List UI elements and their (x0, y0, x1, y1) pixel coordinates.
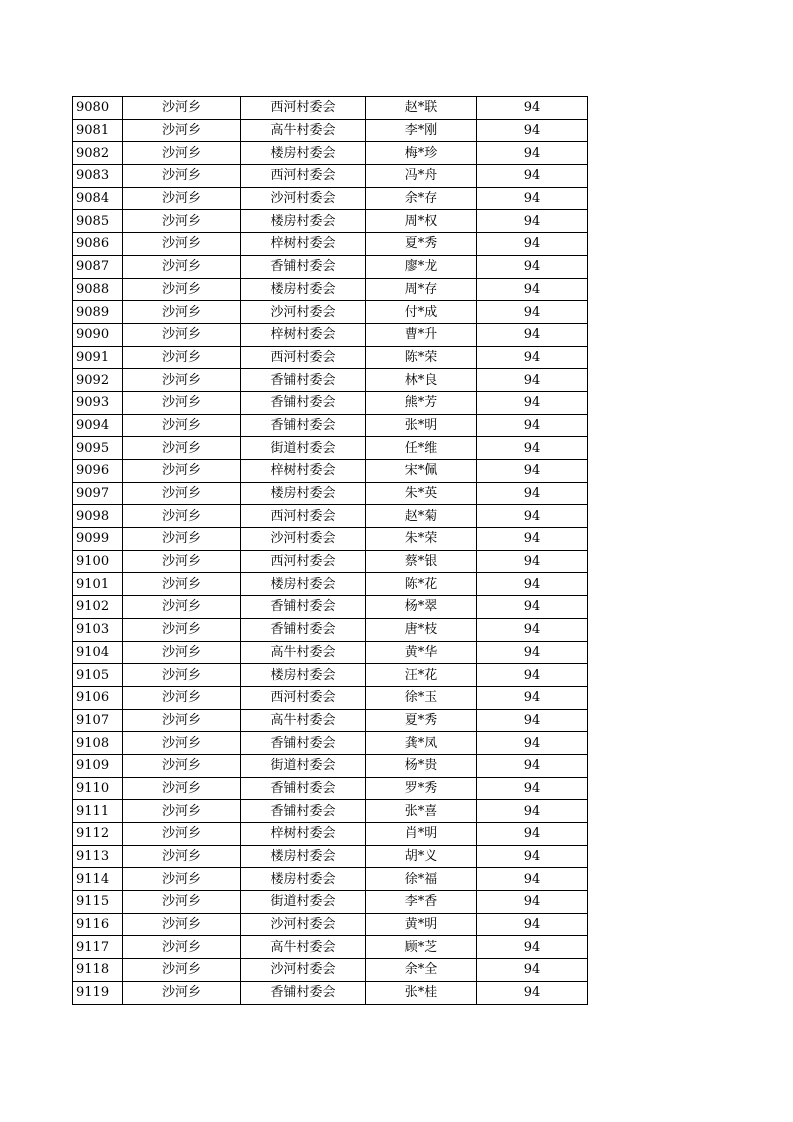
row-number-cell: 9105 (73, 664, 123, 687)
table-row (73, 233, 588, 256)
table-row (73, 460, 588, 483)
row-number-cell: 9116 (73, 913, 123, 936)
row-number-cell: 9087 (73, 255, 123, 278)
person-name-cell: 罗*秀 (366, 777, 477, 800)
table-row (73, 165, 588, 188)
row-number-cell: 9080 (73, 97, 123, 120)
score-cell: 94 (477, 210, 588, 233)
score-cell: 94 (477, 936, 588, 959)
person-name-cell: 夏*秀 (366, 233, 477, 256)
row-number-cell: 9119 (73, 981, 123, 1004)
table-row (73, 618, 588, 641)
person-name-cell: 徐*福 (366, 868, 477, 891)
village-committee-cell: 沙河村委会 (241, 301, 366, 324)
township-cell: 沙河乡 (123, 868, 241, 891)
score-cell: 94 (477, 301, 588, 324)
row-number-cell: 9097 (73, 482, 123, 505)
village-committee-cell: 香铺村委会 (241, 596, 366, 619)
score-cell: 94 (477, 119, 588, 142)
village-committee-cell: 西河村委会 (241, 97, 366, 120)
score-cell: 94 (477, 959, 588, 982)
person-name-cell: 梅*珍 (366, 142, 477, 165)
township-cell: 沙河乡 (123, 641, 241, 664)
person-name-cell: 林*良 (366, 369, 477, 392)
row-number-cell: 9111 (73, 800, 123, 823)
person-name-cell: 蔡*银 (366, 550, 477, 573)
village-committee-cell: 梓树村委会 (241, 823, 366, 846)
person-name-cell: 黄*明 (366, 913, 477, 936)
table-row (73, 777, 588, 800)
table-row (73, 686, 588, 709)
table-row (73, 936, 588, 959)
village-committee-cell: 西河村委会 (241, 686, 366, 709)
township-cell: 沙河乡 (123, 845, 241, 868)
score-cell: 94 (477, 845, 588, 868)
table-row (73, 391, 588, 414)
row-number-cell: 9117 (73, 936, 123, 959)
village-committee-cell: 高牛村委会 (241, 709, 366, 732)
person-name-cell: 廖*龙 (366, 255, 477, 278)
row-number-cell: 9092 (73, 369, 123, 392)
score-cell: 94 (477, 278, 588, 301)
township-cell: 沙河乡 (123, 255, 241, 278)
village-committee-cell: 香铺村委会 (241, 391, 366, 414)
score-cell: 94 (477, 437, 588, 460)
person-name-cell: 周*存 (366, 278, 477, 301)
township-cell: 沙河乡 (123, 278, 241, 301)
village-committee-cell: 西河村委会 (241, 165, 366, 188)
village-committee-cell: 梓树村委会 (241, 233, 366, 256)
township-cell: 沙河乡 (123, 369, 241, 392)
village-committee-cell: 沙河村委会 (241, 959, 366, 982)
village-committee-cell: 楼房村委会 (241, 142, 366, 165)
row-number-cell: 9110 (73, 777, 123, 800)
village-committee-cell: 楼房村委会 (241, 573, 366, 596)
township-cell: 沙河乡 (123, 936, 241, 959)
person-name-cell: 赵*联 (366, 97, 477, 120)
township-cell: 沙河乡 (123, 823, 241, 846)
township-cell: 沙河乡 (123, 596, 241, 619)
score-cell: 94 (477, 981, 588, 1004)
village-committee-cell: 梓树村委会 (241, 323, 366, 346)
row-number-cell: 9107 (73, 709, 123, 732)
score-cell: 94 (477, 369, 588, 392)
row-number-cell: 9104 (73, 641, 123, 664)
village-committee-cell: 楼房村委会 (241, 482, 366, 505)
village-committee-cell: 香铺村委会 (241, 777, 366, 800)
row-number-cell: 9095 (73, 437, 123, 460)
village-committee-cell: 沙河村委会 (241, 528, 366, 551)
village-committee-cell: 香铺村委会 (241, 981, 366, 1004)
village-committee-cell: 香铺村委会 (241, 414, 366, 437)
score-cell: 94 (477, 868, 588, 891)
village-committee-cell: 香铺村委会 (241, 732, 366, 755)
table-row (73, 664, 588, 687)
person-name-cell: 宋*佩 (366, 460, 477, 483)
village-committee-cell: 沙河村委会 (241, 187, 366, 210)
row-number-cell: 9114 (73, 868, 123, 891)
table-row (73, 255, 588, 278)
row-number-cell: 9098 (73, 505, 123, 528)
township-cell: 沙河乡 (123, 414, 241, 437)
table-row (73, 550, 588, 573)
score-cell: 94 (477, 460, 588, 483)
row-number-cell: 9096 (73, 460, 123, 483)
score-cell: 94 (477, 505, 588, 528)
township-cell: 沙河乡 (123, 777, 241, 800)
table-row (73, 845, 588, 868)
township-cell: 沙河乡 (123, 686, 241, 709)
township-cell: 沙河乡 (123, 301, 241, 324)
person-name-cell: 余*全 (366, 959, 477, 982)
village-committee-cell: 高牛村委会 (241, 641, 366, 664)
table-row (73, 505, 588, 528)
village-committee-cell: 高牛村委会 (241, 936, 366, 959)
township-cell: 沙河乡 (123, 210, 241, 233)
person-name-cell: 冯*舟 (366, 165, 477, 188)
score-cell: 94 (477, 323, 588, 346)
table-row (73, 301, 588, 324)
table-row (73, 369, 588, 392)
township-cell: 沙河乡 (123, 732, 241, 755)
score-cell: 94 (477, 777, 588, 800)
row-number-cell: 9103 (73, 618, 123, 641)
row-number-cell: 9108 (73, 732, 123, 755)
township-cell: 沙河乡 (123, 913, 241, 936)
person-name-cell: 唐*枝 (366, 618, 477, 641)
township-cell: 沙河乡 (123, 482, 241, 505)
table-row (73, 482, 588, 505)
table-row (73, 959, 588, 982)
person-name-cell: 徐*玉 (366, 686, 477, 709)
row-number-cell: 9085 (73, 210, 123, 233)
township-cell: 沙河乡 (123, 346, 241, 369)
person-name-cell: 李*香 (366, 891, 477, 914)
person-name-cell: 付*成 (366, 301, 477, 324)
village-committee-cell: 楼房村委会 (241, 664, 366, 687)
village-committee-cell: 香铺村委会 (241, 369, 366, 392)
table-row (73, 573, 588, 596)
village-committee-cell: 香铺村委会 (241, 800, 366, 823)
table-row (73, 709, 588, 732)
person-name-cell: 朱*英 (366, 482, 477, 505)
table-row (73, 97, 588, 120)
score-cell: 94 (477, 255, 588, 278)
village-committee-cell: 街道村委会 (241, 437, 366, 460)
township-cell: 沙河乡 (123, 754, 241, 777)
village-committee-cell: 高牛村委会 (241, 119, 366, 142)
score-cell: 94 (477, 482, 588, 505)
village-committee-cell: 楼房村委会 (241, 210, 366, 233)
row-number-cell: 9089 (73, 301, 123, 324)
data-table (72, 96, 588, 1005)
village-committee-cell: 西河村委会 (241, 505, 366, 528)
score-cell: 94 (477, 596, 588, 619)
score-cell: 94 (477, 97, 588, 120)
person-name-cell: 肖*明 (366, 823, 477, 846)
township-cell: 沙河乡 (123, 618, 241, 641)
row-number-cell: 9109 (73, 754, 123, 777)
row-number-cell: 9093 (73, 391, 123, 414)
township-cell: 沙河乡 (123, 391, 241, 414)
row-number-cell: 9113 (73, 845, 123, 868)
township-cell: 沙河乡 (123, 437, 241, 460)
person-name-cell: 任*维 (366, 437, 477, 460)
row-number-cell: 9101 (73, 573, 123, 596)
person-name-cell: 杨*翠 (366, 596, 477, 619)
score-cell: 94 (477, 573, 588, 596)
table-row (73, 414, 588, 437)
row-number-cell: 9091 (73, 346, 123, 369)
village-committee-cell: 街道村委会 (241, 754, 366, 777)
score-cell: 94 (477, 754, 588, 777)
table-row (73, 528, 588, 551)
row-number-cell: 9084 (73, 187, 123, 210)
township-cell: 沙河乡 (123, 97, 241, 120)
score-cell: 94 (477, 641, 588, 664)
township-cell: 沙河乡 (123, 119, 241, 142)
person-name-cell: 张*明 (366, 414, 477, 437)
table-row (73, 913, 588, 936)
person-name-cell: 曹*升 (366, 323, 477, 346)
table-row (73, 754, 588, 777)
village-committee-cell: 香铺村委会 (241, 618, 366, 641)
score-cell: 94 (477, 165, 588, 188)
township-cell: 沙河乡 (123, 709, 241, 732)
township-cell: 沙河乡 (123, 573, 241, 596)
row-number-cell: 9112 (73, 823, 123, 846)
row-number-cell: 9094 (73, 414, 123, 437)
person-name-cell: 陈*荣 (366, 346, 477, 369)
person-name-cell: 李*刚 (366, 119, 477, 142)
score-cell: 94 (477, 618, 588, 641)
person-name-cell: 余*存 (366, 187, 477, 210)
table-row (73, 142, 588, 165)
score-cell: 94 (477, 664, 588, 687)
township-cell: 沙河乡 (123, 959, 241, 982)
person-name-cell: 赵*菊 (366, 505, 477, 528)
score-cell: 94 (477, 233, 588, 256)
score-cell: 94 (477, 550, 588, 573)
table-row (73, 823, 588, 846)
township-cell: 沙河乡 (123, 142, 241, 165)
township-cell: 沙河乡 (123, 460, 241, 483)
township-cell: 沙河乡 (123, 528, 241, 551)
row-number-cell: 9102 (73, 596, 123, 619)
person-name-cell: 龚*凤 (366, 732, 477, 755)
village-committee-cell: 楼房村委会 (241, 845, 366, 868)
score-cell: 94 (477, 528, 588, 551)
township-cell: 沙河乡 (123, 323, 241, 346)
row-number-cell: 9115 (73, 891, 123, 914)
village-committee-cell: 街道村委会 (241, 891, 366, 914)
row-number-cell: 9082 (73, 142, 123, 165)
person-name-cell: 夏*秀 (366, 709, 477, 732)
row-number-cell: 9090 (73, 323, 123, 346)
row-number-cell: 9083 (73, 165, 123, 188)
person-name-cell: 杨*贵 (366, 754, 477, 777)
township-cell: 沙河乡 (123, 550, 241, 573)
table-row (73, 596, 588, 619)
table-row (73, 346, 588, 369)
village-committee-cell: 香铺村委会 (241, 255, 366, 278)
row-number-cell: 9099 (73, 528, 123, 551)
person-name-cell: 顾*芝 (366, 936, 477, 959)
table-row (73, 437, 588, 460)
table-row (73, 981, 588, 1004)
table-row (73, 210, 588, 233)
village-committee-cell: 楼房村委会 (241, 868, 366, 891)
score-cell: 94 (477, 709, 588, 732)
row-number-cell: 9086 (73, 233, 123, 256)
score-cell: 94 (477, 913, 588, 936)
township-cell: 沙河乡 (123, 800, 241, 823)
table-row (73, 323, 588, 346)
person-name-cell: 黄*华 (366, 641, 477, 664)
township-cell: 沙河乡 (123, 891, 241, 914)
score-cell: 94 (477, 391, 588, 414)
score-cell: 94 (477, 686, 588, 709)
township-cell: 沙河乡 (123, 981, 241, 1004)
table-row (73, 641, 588, 664)
table-row (73, 732, 588, 755)
table-row (73, 868, 588, 891)
row-number-cell: 9100 (73, 550, 123, 573)
person-name-cell: 熊*芳 (366, 391, 477, 414)
person-name-cell: 胡*义 (366, 845, 477, 868)
village-committee-cell: 西河村委会 (241, 550, 366, 573)
township-cell: 沙河乡 (123, 664, 241, 687)
township-cell: 沙河乡 (123, 187, 241, 210)
village-committee-cell: 沙河村委会 (241, 913, 366, 936)
person-name-cell: 张*喜 (366, 800, 477, 823)
row-number-cell: 9118 (73, 959, 123, 982)
person-name-cell: 朱*荣 (366, 528, 477, 551)
score-cell: 94 (477, 187, 588, 210)
person-name-cell: 陈*花 (366, 573, 477, 596)
row-number-cell: 9088 (73, 278, 123, 301)
row-number-cell: 9081 (73, 119, 123, 142)
table-row (73, 278, 588, 301)
person-name-cell: 张*桂 (366, 981, 477, 1004)
score-cell: 94 (477, 414, 588, 437)
table-row (73, 800, 588, 823)
table-row (73, 891, 588, 914)
township-cell: 沙河乡 (123, 505, 241, 528)
table-row (73, 119, 588, 142)
table-row (73, 187, 588, 210)
township-cell: 沙河乡 (123, 165, 241, 188)
score-cell: 94 (477, 823, 588, 846)
person-name-cell: 周*权 (366, 210, 477, 233)
township-cell: 沙河乡 (123, 233, 241, 256)
score-cell: 94 (477, 142, 588, 165)
village-committee-cell: 楼房村委会 (241, 278, 366, 301)
table-body (73, 97, 588, 1005)
score-cell: 94 (477, 732, 588, 755)
village-committee-cell: 西河村委会 (241, 346, 366, 369)
row-number-cell: 9106 (73, 686, 123, 709)
village-committee-cell: 梓树村委会 (241, 460, 366, 483)
score-cell: 94 (477, 800, 588, 823)
person-name-cell: 汪*花 (366, 664, 477, 687)
score-cell: 94 (477, 891, 588, 914)
score-cell: 94 (477, 346, 588, 369)
